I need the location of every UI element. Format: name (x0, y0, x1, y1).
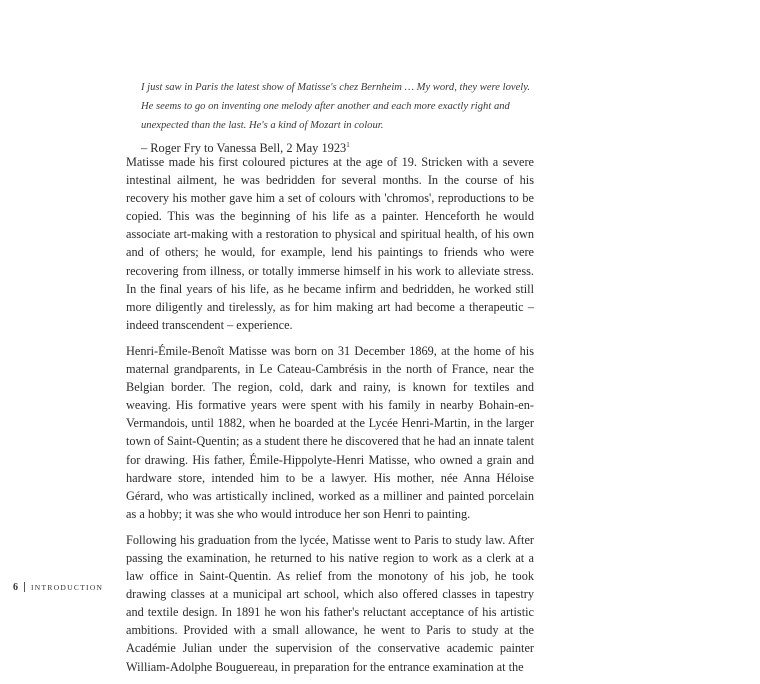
footer-divider (24, 582, 25, 592)
page-number: 6 (13, 581, 18, 593)
main-text (126, 153, 534, 684)
footnote-reference[interactable]: 1 (346, 141, 350, 149)
page-footer (13, 580, 103, 594)
paragraph-3: Following his graduation from the lycée, Matisse went to Paris to study law. After passing the examination, he returned to his native region to work as a clerk at a law office in Saint-Quentin. As relief from the monotony of his job, he took drawing classes at a municipal art school, which also offered classes in tapestry and textile design. In 1891 he won his father's reluctant acceptance of his artistic ambitions. Provided with a small allowance, he went to Paris to study at the Académie Julian under the supervision of the conservative academic painter William-Adolphe Bouguereau, in preparation for the entrance examination at the (126, 532, 534, 674)
paragraph-1: Matisse made his first coloured pictures at the age of 19. Stricken with a severe intestinal ailment, he was bedridden for several months. In the course of his recovery his mother gave him a set of colours with 'chromos', reproductions to be copied. This was the beginning of his life as a painter. Henceforth he would associate art-making with a restoration to physical and spiritual health, of his own and of others; he would, for example, lend his paintings to friends who were recovering from illness, or totally immerse himself in his work to alleviate stress. In the final years of his life, as he became infirm and bedridden, he worked still more diligently and tirelessly, as for him making art had become a therapeutic – indeed transcendent – experience. (126, 155, 534, 332)
attribution-text: – Roger Fry to Vanessa Bell, 2 May 1923 (141, 141, 347, 155)
running-section-title: INTRODUCTION (31, 582, 104, 592)
paragraph-2: Henri-Émile-Benoît Matisse was born on 31 December 1869, at the home of his maternal grandparents, in Le Cateau-Cambrésis in the north of France, near the Belgian border. The region, cold, dark and rainy, is known for textiles and weaving. His formative years were spent with his family in nearby Bohain-en-Vermandois, until 1882, when he boarded at the Lycée Henri-Martin, in the larger town of Saint-Quentin; as a student there he discovered that he had an innate talent for drawing. His father, Émile-Hippolyte-Henri Matisse, who owned a grain and hardware store, intended him to be a lawyer. His mother, née Anna Héloise Gérard, who was artistically inclined, worked as a milliner and painted porcelain as a hobby; it was she who would introduce her son Henri to painting. (126, 343, 534, 521)
epigraph-quote: I just saw in Paris the latest show of Matisse's chez Bernheim … My word, they were lovely. He seems to go on inventing one melody after another and each more exactly right and unexpected than the last. He's a kind of Mozart in colour. (141, 82, 530, 131)
